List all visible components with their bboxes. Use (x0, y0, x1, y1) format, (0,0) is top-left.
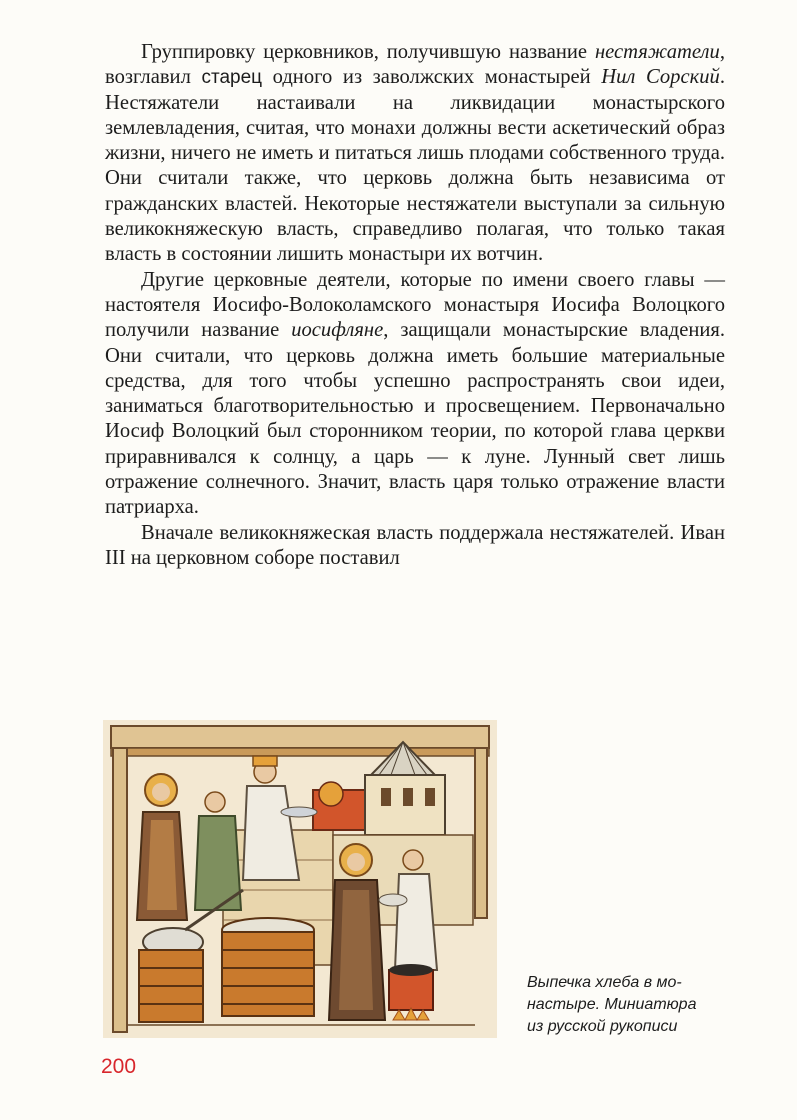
italic-term: иосифляне (291, 319, 384, 342)
text-run: Группировку церковников, получившую название (141, 41, 595, 63)
caption-line: настыре. Миниатюра (527, 996, 697, 1013)
text-run: Вначале великокняжеская власть поддержала нестяжателей. Иван III на церковном соборе поставил (105, 521, 725, 569)
text-run: , защищали монастырские владения. Они считали, что церковь должна иметь большие материальные средства, для того чтобы успешно распространять свои идеи, заниматься благотворительностью и просвещением. Первоначально Иосиф Волоцкий был сторонником теории, по которой глава церкви приравнивался к солнцу, а царь — к луне. Лунный свет лишь отражение солнечного. Значит, власть царя только отражение власти патриарха. (105, 319, 725, 519)
page-number: 200 (101, 1055, 137, 1078)
text-run: . Нестяжатели настаивали на ликвидации монастырского землевладения, считая, что монахи должны вести аскетический образ жизни, ничего не иметь и питаться лишь плодами собственного труда. Они считали также, что церковь должна быть независима от гражданских властей. Некоторые нестяжатели выступали за сильную великокняжескую власть, справедливо полагая, что только такая власть в состоянии лишить монастыри их вотчин. (105, 66, 725, 266)
miniature-illustration (103, 720, 497, 1038)
main-text (105, 40, 725, 571)
text-run: , возглавил (105, 41, 725, 89)
caption-line: из русской рукописи (527, 1018, 678, 1035)
italic-term: нестяжатели (594, 41, 720, 63)
miniature-drawing (103, 720, 497, 1038)
highlighted-term: старец (201, 67, 263, 89)
italic-term: Нил Сорский (601, 66, 720, 89)
figure-caption (527, 972, 737, 1038)
paragraph-iosiflyane (105, 268, 725, 521)
caption-line: Выпечка хлеба в мо- (527, 974, 682, 991)
paragraph-ivan-iii (105, 521, 725, 572)
paragraph-nestyazhateli (105, 40, 725, 268)
text-run: одного из заволжских монастырей (262, 66, 602, 89)
text-run: Другие церковные деятели, которые по имени своего главы — настоятеля Иосифо-Волоколамского монастыря Иосифа Волоцкого получили название (105, 268, 725, 342)
